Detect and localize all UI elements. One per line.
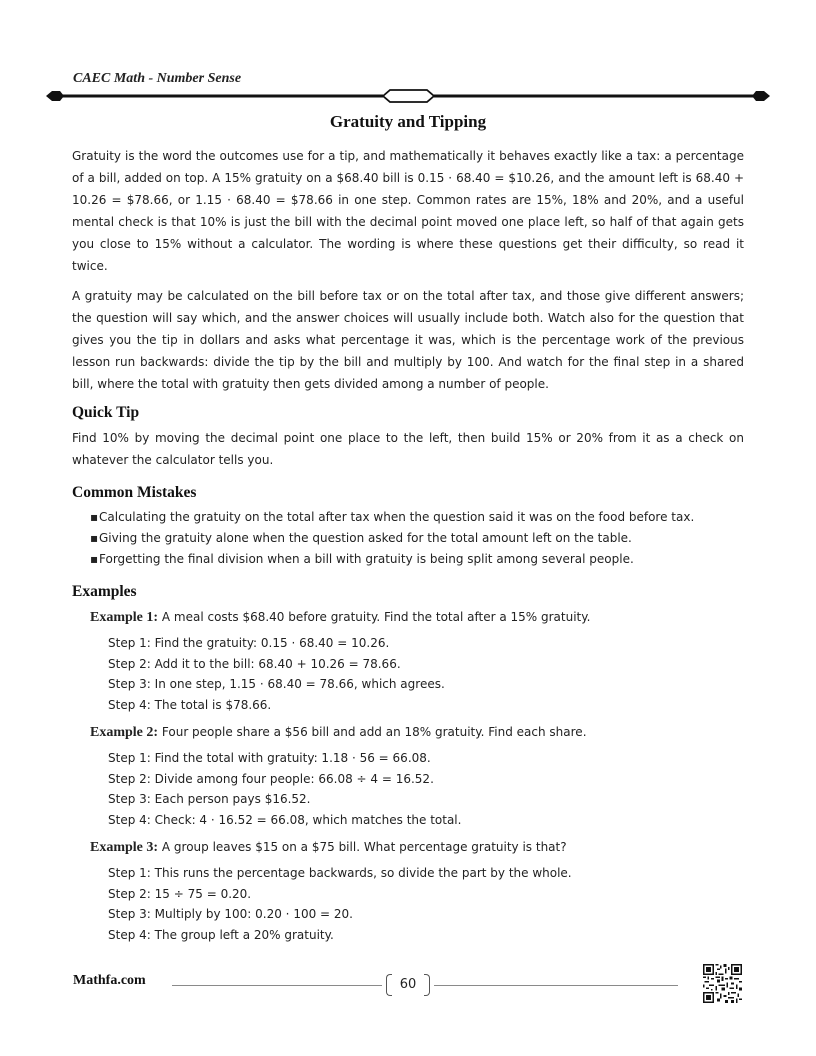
footer-divider-right bbox=[434, 985, 678, 986]
list-item bbox=[90, 528, 744, 549]
step bbox=[108, 789, 744, 810]
step-text: Check: 4 · 16.52 = 66.08, which matches the total. bbox=[154, 812, 462, 827]
step-text: Find the total with gratuity: 1.18 · 56 = 66.08. bbox=[154, 751, 431, 765]
step-text: 15 ÷ 75 = 0.20. bbox=[154, 886, 252, 901]
step bbox=[108, 884, 744, 905]
example-label: Example 2: bbox=[90, 725, 159, 740]
bullet-icon: ▪ bbox=[90, 531, 99, 545]
example-question: A meal costs $68.40 before gratuity. Find the total after a 15% gratuity. bbox=[161, 610, 591, 624]
step-label: Step 1: bbox=[108, 866, 151, 880]
step bbox=[108, 695, 744, 716]
example-3 bbox=[90, 836, 744, 945]
paragraph-intro: Gratuity is the word the outcomes use for a tip, and mathematically it behaves exactly like a tax: a percentage of a bill, added on top. A 15% gratuity on a $68.40 bill is 0.15 · 68.40 = $10.26, and the amount left is 68.40 + 10.26 = $78.66, or 1.15 · 68.40 = $78.66 in one step. Common rates are 15%, 18% and 20%, and a useful mental check is that 10% is just the bill with the decimal point moved one place left, so half of that again gets you close to 15% without a calculator. The wording is where these questions get their difficulty, so read it twice. bbox=[72, 149, 744, 273]
mistake-text: Forgetting the final division when a bill with gratuity is being split among several people. bbox=[99, 552, 634, 566]
step-label: Step 2: bbox=[108, 886, 151, 901]
page-number: 60 bbox=[399, 977, 417, 992]
step-label: Step 1: bbox=[108, 751, 151, 765]
mistakes-list bbox=[72, 507, 744, 570]
step bbox=[108, 863, 744, 884]
step-text: Add it to the bill: 68.40 + 10.26 = 78.66. bbox=[154, 656, 401, 671]
step-text: This runs the percentage backwards, so divide the part by the whole. bbox=[154, 866, 572, 880]
step bbox=[108, 748, 744, 769]
footer-site-link[interactable]: Mathfa.com bbox=[73, 973, 146, 988]
step bbox=[108, 654, 744, 675]
bullet-icon: ▪ bbox=[90, 552, 99, 566]
step bbox=[108, 904, 744, 925]
bullet-icon: ▪ bbox=[90, 510, 99, 524]
quick-tip-text: Find 10% by moving the decimal point one place to the left, then build 15% or 20% from it as a check on whatever the calculator tells you. bbox=[72, 431, 744, 467]
list-item bbox=[90, 549, 744, 570]
step-text: Find the gratuity: 0.15 · 68.40 = 10.26. bbox=[154, 636, 390, 650]
example-label: Example 3: bbox=[90, 840, 159, 855]
step bbox=[108, 633, 744, 654]
step-label: Step 2: bbox=[108, 771, 151, 786]
step-text: Each person pays $16.52. bbox=[154, 792, 311, 806]
step-text: In one step, 1.15 · 68.40 = 78.66, which agrees. bbox=[154, 677, 445, 691]
page-number-bracket-right bbox=[424, 974, 430, 996]
step-label: Step 2: bbox=[108, 656, 151, 671]
common-mistakes-heading: Common Mistakes bbox=[72, 484, 197, 501]
header-title: CAEC Math - Number Sense bbox=[73, 71, 242, 86]
mistake-text: Calculating the gratuity on the total after tax when the question said it was on the food before tax. bbox=[99, 510, 695, 524]
example-2 bbox=[90, 721, 744, 830]
footer-divider-left bbox=[172, 985, 382, 986]
list-item bbox=[90, 507, 744, 528]
step-label: Step 4: bbox=[108, 927, 151, 942]
example-label: Example 1: bbox=[90, 610, 159, 625]
step-text: The group left a 20% gratuity. bbox=[154, 927, 334, 942]
example-question: Four people share a $56 bill and add an 18% gratuity. Find each share. bbox=[161, 725, 587, 739]
step bbox=[108, 674, 744, 695]
step-text: The total is $78.66. bbox=[154, 697, 272, 712]
step-label: Step 4: bbox=[108, 812, 151, 827]
qr-code-icon[interactable] bbox=[703, 964, 742, 1003]
step bbox=[108, 925, 744, 946]
step-label: Step 4: bbox=[108, 697, 151, 712]
content bbox=[72, 145, 744, 951]
examples-heading: Examples bbox=[72, 583, 137, 600]
example-question: A group leaves $15 on a $75 bill. What percentage gratuity is that? bbox=[161, 840, 567, 854]
step-label: Step 3: bbox=[108, 907, 151, 921]
step bbox=[108, 810, 744, 831]
quick-tip-heading: Quick Tip bbox=[72, 404, 140, 421]
header-divider bbox=[46, 88, 770, 104]
step-label: Step 1: bbox=[108, 636, 151, 650]
step-text: Divide among four people: 66.08 ÷ 4 = 16.52. bbox=[154, 771, 434, 786]
step bbox=[108, 769, 744, 790]
step-text: Multiply by 100: 0.20 · 100 = 20. bbox=[154, 907, 353, 921]
page-title: Gratuity and Tipping bbox=[329, 112, 487, 131]
step-label: Step 3: bbox=[108, 792, 151, 806]
paragraph-details: A gratuity may be calculated on the bill before tax or on the total after tax, and those give different answers; the question will say which, and the answer choices will usually include both. Watch also for the question that gives you the tip in dollars and asks what percentage it was, which is the percentage work of the previous lesson run backwards: divide the tip by the bill and multiply by 100. And watch for the final step in a shared bill, where the total with gratuity then gets divided among a number of people. bbox=[72, 289, 744, 391]
mistake-text: Giving the gratuity alone when the question asked for the total amount left on the table. bbox=[99, 531, 632, 545]
example-1 bbox=[90, 606, 744, 715]
step-label: Step 3: bbox=[108, 677, 151, 691]
